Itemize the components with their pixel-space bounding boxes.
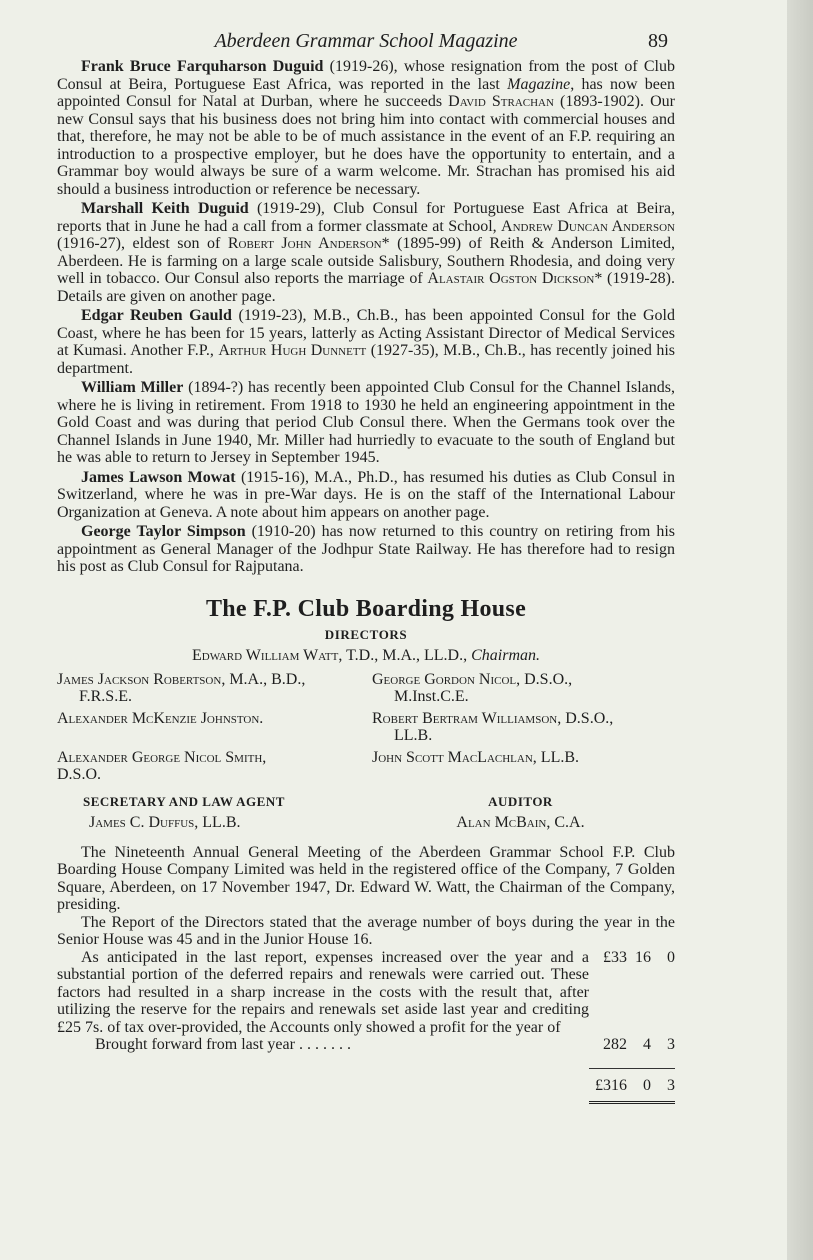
director-name: Alexander George Nicol Smith: [57, 748, 263, 766]
chairman-quals: , T.D., M.A., LL.D.,: [338, 646, 472, 664]
note-text: (1916-27), eldest son of: [57, 235, 228, 252]
director-name: Robert Bertram Williamson: [372, 709, 558, 727]
secretary-name: James C. Duffus: [89, 813, 195, 831]
director-quals: .: [259, 709, 264, 727]
director-entry: [372, 710, 675, 744]
magazine-page: [57, 24, 675, 1106]
chairman-line: [57, 647, 675, 665]
secretary-title: SECRETARY AND LAW AGENT: [83, 793, 285, 809]
note-text: (1895-99) of Reith & Anderson Limited, Aberdeen. He is farming on a large scale outside Salisbury, Southern Rhodesia, and doing very well in tobacco. Our Consul also reports the marriage of: [57, 235, 676, 287]
chairman-name: Edward William Watt: [191, 646, 339, 664]
note-text: (1894-?) has recently been appointed Club Consul for the Channel Islands, where he is living in retirement. From 1918 to 1930 he held an engineering appointment in the Gold Coast and was during that period Club Consul there. When the Germans took over the Channel Islands in June 1940, Mr. Miller had hurriedly to evacuate to the south of England but he was able to return to Jersey in September 1945.: [57, 379, 675, 466]
director-entry: [372, 671, 675, 705]
director-quals: , LL.B.: [532, 748, 580, 766]
note-text: (1919-28). Details are given on another page.: [57, 270, 675, 305]
profit-shillings: 16: [635, 948, 651, 966]
consul-name: James Lawson Mowat: [81, 468, 236, 486]
total-amount: [589, 1077, 675, 1095]
page-number: 89: [648, 30, 668, 52]
note-text: (1893-1902). Our new Consul says that his business does not bring him into contact with commercial houses and that, therefore, he may not be able to be of much assistance in the event of an F.P. requiring an introduction to a prospective employer, but he does have the opportunity to entertain, and a Grammar boy would always be sure of a warm welcome. Mr. Strachan has promised his aid should a business introduction or reference be necessary.: [57, 93, 675, 198]
director-quals: , M.A., B.D.,: [221, 670, 306, 688]
note-text: (1919-29), Club Consul for Portuguese East Africa at Beira, reports that in June he had a call from a former classmate at School,: [57, 200, 675, 235]
total-shillings: 0: [643, 1076, 651, 1094]
secretary-quals: , LL.B.: [194, 813, 241, 831]
consul-note-simpson: [57, 523, 675, 576]
director-quals-cont: LL.B.: [394, 726, 433, 744]
accounts-profit-line: [57, 949, 675, 1037]
note-text: (1927-35), M.B., Ch.B., has recently joined his department.: [57, 342, 676, 377]
meeting-report: [57, 844, 675, 1106]
page-gutter-shadow: [787, 0, 813, 1260]
brought-forward-label: [57, 1036, 589, 1054]
director-quals-cont: F.R.S.E.: [79, 687, 132, 705]
brought-forward-text: Brought forward from last year: [95, 1036, 295, 1053]
note-italic: Magazine: [507, 75, 571, 93]
directors-list: [57, 671, 675, 788]
director-quals-cont: D.S.O.: [57, 765, 102, 783]
director-entry: [57, 671, 360, 705]
brought-forward-amount: [589, 1036, 675, 1054]
consul-name: George Taylor Simpson: [81, 523, 246, 540]
director-entry: [372, 749, 675, 783]
consul-note-duguid-frank: [57, 58, 675, 198]
auditor-block: [366, 794, 675, 832]
profit-amount: [589, 949, 675, 967]
person-name: Andrew Duncan Anderson: [501, 217, 676, 235]
magazine-title: Aberdeen Grammar School Magazine: [214, 30, 518, 52]
consul-note-duguid-marshall: [57, 200, 675, 305]
total-rule: [589, 1068, 675, 1069]
consul-note-mowat: [57, 469, 675, 522]
note-text: , has now been appointed Consul for Natal at Durban, where he succeeds: [57, 75, 675, 110]
profit-pounds: £33: [603, 948, 627, 966]
consul-note-gauld: [57, 307, 675, 377]
accounts-paragraph: As anticipated in the last report, expenses increased over the year and a substantial portion of the deferred repairs and renewals were carried out. These factors had resulted in a sharp increase in the costs with the result that, after utilizing the reserve for the repairs and renewals set aside last year and crediting £25 7s. of tax over-provided, the Accounts only showed a profit for the year of: [57, 948, 589, 1036]
director-name: Alexander McKenzie Johnston: [57, 709, 260, 727]
directors-heading: DIRECTORS: [324, 626, 408, 642]
secretary-block: [57, 794, 366, 832]
officers: [57, 794, 675, 832]
director-quals: , D.S.O.,: [516, 670, 573, 688]
auditor-person: [366, 814, 675, 832]
leader-dots: . . . . . . .: [298, 1036, 351, 1053]
person-name: Robert John Anderson*: [227, 235, 390, 252]
brought-forward-line: [57, 1036, 675, 1054]
director-quals: ,: [262, 748, 267, 766]
brought-forward-shillings: 4: [643, 1036, 651, 1053]
director-name: James Jackson Robertson: [57, 670, 222, 688]
double-rule: [589, 1101, 675, 1106]
director-name: George Gordon Nicol: [372, 670, 517, 688]
secretary-person: [83, 814, 366, 832]
person-name: Arthur Hugh Dunnett: [218, 342, 367, 359]
total-pounds: £316: [595, 1076, 627, 1094]
person-name: Alastair Ogston Dickson*: [427, 270, 603, 287]
total-pence: 3: [667, 1076, 675, 1094]
consul-note-miller: [57, 379, 675, 467]
section-heading: The F.P. Club Boarding House: [205, 595, 527, 622]
chairman-role: Chairman.: [471, 646, 541, 664]
profit-pence: 0: [667, 948, 675, 966]
director-entry: [57, 749, 360, 783]
report-paragraph: The Report of the Directors stated that the average number of boys during the year in the Senior House was 45 and in the Junior House 16.: [57, 913, 675, 948]
note-text: (1919-23), M.B., Ch.B., has been appointed Consul for the Gold Coast, where he has been for 15 years, latterly as Acting Assistant Director of Medical Services at Kumasi. Another F.P.,: [57, 307, 675, 359]
consul-name: Edgar Reuben Gauld: [81, 307, 232, 324]
director-quals-cont: M.Inst.C.E.: [394, 687, 469, 705]
director-entry: [57, 710, 360, 744]
director-name: John Scott MacLachlan: [372, 748, 533, 766]
report-paragraph: The Nineteenth Annual General Meeting of the Aberdeen Grammar School F.P. Club Boarding House Company Limited was held in the registered office of the Company, 7 Golden Square, Aberdeen, on 17 November 1947, Dr. Edward W. Watt, the Chairman of the Company, presiding.: [57, 843, 675, 913]
brought-forward-pounds: 282: [603, 1036, 627, 1053]
brought-forward-pence: 3: [667, 1036, 675, 1053]
note-text: (1915-16), M.A., Ph.D., has resumed his duties as Club Consul in Switzerland, where he was in pre-War days. He is on the staff of the International Labour Organization at Geneva. A note about him appears on another page.: [57, 468, 676, 521]
person-name: David Strachan: [448, 93, 554, 110]
consul-name: Frank Bruce Farquharson Duguid: [81, 58, 324, 75]
auditor-title: AUDITOR: [488, 793, 553, 809]
auditor-quals: , C.A.: [546, 813, 585, 831]
note-text: (1910-20) has now returned to this country on retiring from his appointment as General Manager of the Jodhpur State Railway. He has therefore had to resign his post as Club Consul for Rajputana.: [57, 523, 675, 575]
director-quals: , D.S.O.,: [557, 709, 614, 727]
running-head: [57, 24, 675, 58]
auditor-name: Alan McBain: [456, 813, 547, 831]
consul-name: William Miller: [81, 379, 184, 396]
consul-name: Marshall Keith Duguid: [81, 200, 249, 217]
note-text: (1919-26), whose resignation from the post of Club Consul at Beira, Portuguese East Africa, was reported in the last: [57, 58, 675, 93]
